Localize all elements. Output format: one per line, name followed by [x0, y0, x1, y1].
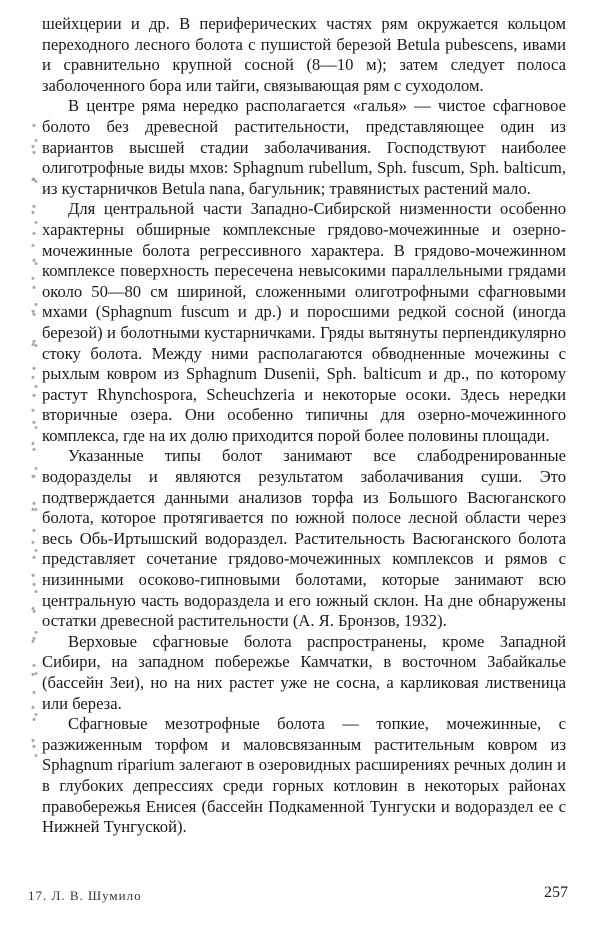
paragraph-2: В центре ряма нередко располагается «галья» — чистое сфагновое болото без древесной растительности, представляющее один из вариантов высшей стадии заболачивания. Господствуют наиболее олиготрофные виды мхов: Sphagnum rubellum, Sph. fuscum, Sph. balticum, из кустарничков Betula nana, багульник; травянистых растений мало.: [42, 96, 566, 198]
page-footer: [28, 884, 568, 906]
page-number: 257: [544, 884, 568, 901]
paragraph-4: Указанные типы болот занимают все слабодренированные водоразделы и являются результатом заболачивания суши. Это подтверждается данными анализов торфа из Большого Васюганского болота, которое протягивается по южной полосе лесной области через весь Обь-Иртышский водораздел. Растительность Васюганского болота представляет сочетание грядово-мочежинных комплексов и рямов с низинными осоково-гипновыми болотами, которые занимают всю центральную часть водораздела и его южный склон. На дне обнаружены остатки древесной растительности (А. Я. Бронзов, 1932).: [42, 446, 566, 631]
printer-signature: 17. Л. В. Шумило: [28, 888, 142, 903]
page-body: [42, 14, 566, 838]
paragraph-6: Сфагновые мезотрофные болота — топкие, мочежинные, с разжиженным торфом и маловсвязанным растительным ковром из Sphagnum riparium залегают в озеровидных расширениях речных долин и в глубоких депрессиях среди горных котловин в некоторых районах правобережья Енисея (бассейн Подкаменной Тунгуски и водораздел ее с Нижней Тунгуской).: [42, 714, 566, 837]
scan-edge-artifact: [30, 120, 40, 760]
paragraph-3: Для центральной части Западно-Сибирской низменности особенно характерны обширные комплексные грядово-мочежинные и озерно-мочежинные болота регрессивного характера. В грядово-мочежинном комплексе поверхность пересечена невысокими параллельными грядами около 50—80 см шириной, сложенными олиготрофными сфагновыми мхами (Sphagnum fuscum и др.) и поросшими редкой сосной (иногда березой) и болотными кустарничками. Гряды вытянуты перпендикулярно стоку болота. Между ними располагаются обводненные мочежины с рыхлым ковром из Sphagnum Dusenii, Sph. balticum и др., по которому растут Rhynchospora, Scheuchzeria и некоторые осоки. Здесь нередки вторичные озера. Они особенно типичны для озерно-мочежинного комплекса, где на их долю приходится порой более половины площади.: [42, 199, 566, 445]
paragraph-1: шейхцерии и др. В периферических частях рям окружается кольцом переходного лесного болота с пушистой березой Betula pubescens, ивами и сравнительно крупной сосной (8—10 м); затем следует полоса заболоченного бора или тайги, связывающая рям с суходолом.: [42, 14, 566, 95]
paragraph-5: Верховые сфагновые болота распространены, кроме Западной Сибири, на западном побережье Камчатки, в восточном Забайкалье (бассейн Зеи), но на них растет уже не сосна, а карликовая лиственица или береза.: [42, 631, 566, 713]
